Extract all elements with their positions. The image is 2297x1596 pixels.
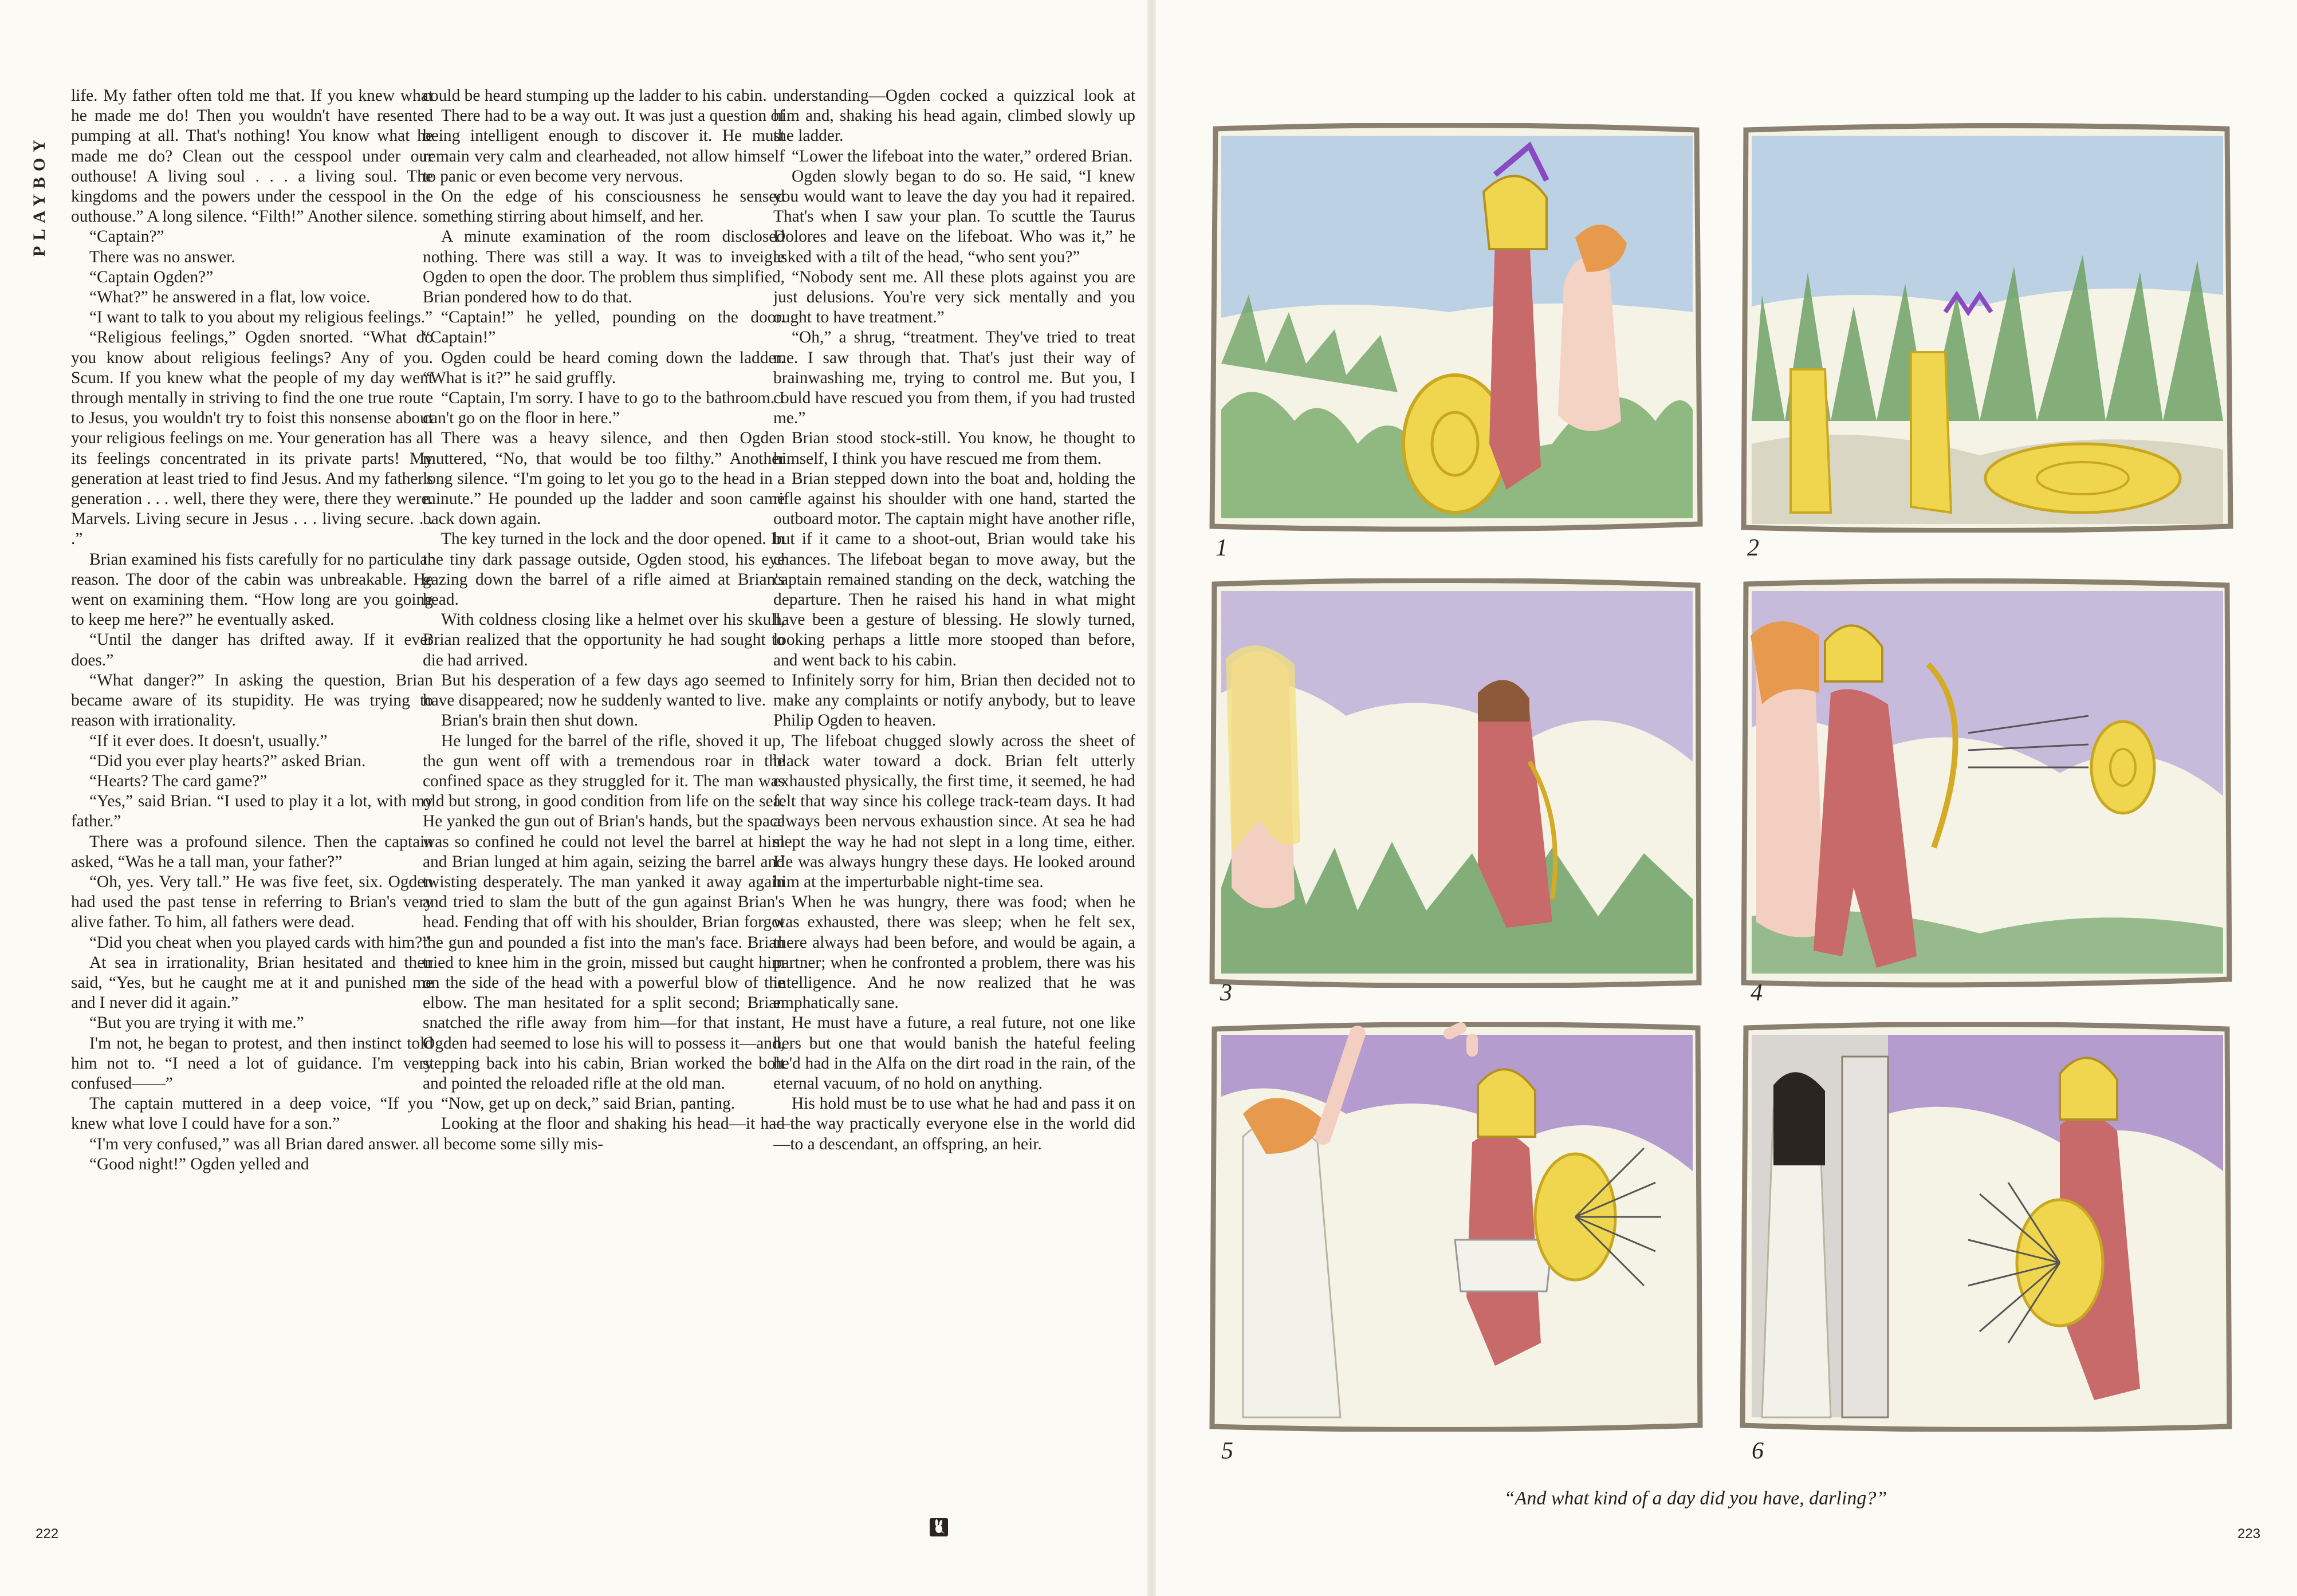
page-number-right: 223 xyxy=(2237,1526,2261,1542)
paragraph: There had to be a way out. It was just a question of being intelligent enough to discover it. He must remain very calm and clearheaded, not allow himself to panic or even become very nervous. xyxy=(423,107,785,186)
paragraph: “What?” he answered in a flat, low voice. xyxy=(89,288,371,307)
paragraph: “Captain?” xyxy=(89,227,164,246)
paragraph: At sea in irrationality, Brian hesitated and then said, “Yes, but he caught me at it and punished me and I never did it again.” xyxy=(71,953,433,1012)
paragraph: When he was hungry, there was food; when he was exhausted, there was sleep; when he felt sex, there always had been before, and would be again, a partner; when he confronted a problem, there was his intelligence. And he now realized that he was emphatically sane. xyxy=(773,893,1135,1012)
paragraph: “Captain!” he yelled, pounding on the door. “Captain!” xyxy=(423,308,785,347)
paragraph: Infinitely sorry for him, Brian then decided not to make any complaints or notify anybody, but to leave Philip Ogden to heaven. xyxy=(773,671,1135,730)
paragraph: There was a profound silence. Then the captain asked, “Was he a tall man, your father?” xyxy=(71,832,433,871)
paragraph: “Now, get up on deck,” said Brian, panting. xyxy=(441,1094,735,1113)
paragraph: He lunged for the barrel of the rifle, shoved it up, the gun went off with a tremendous roar in the confined space as they struggled for it. The man was old but strong, in good condition from life on the sea. He yanked the gun out of Brian's hands, but the space was so confined he could not level the barrel at him and Brian lunged at him again, seizing the barrel and twisting desperately. The man yanked it away again and tried to slam the butt of the gun against Brian's head. Fending that off with his shoulder, Brian forgot the gun and pounded a fist into the man's face. Brian tried to knee him in the groin, missed but caught him on the side of the head with a powerful blow of the elbow. The man hesitated for a split second; Brian snatched the rifle away from him—for that instant, Ogden had seemed to lose his will to possess it—and, stepping back into his cabin, Brian worked the bolt and pointed the reloaded rifle at the old man. xyxy=(423,731,785,1093)
paragraph: life. My father often told me that. If you knew what he made me do! Then you wouldn't have resented pumping at all. That's nothing! You know what he made me do? Clean out the cesspool under our outhouse! A living soul . . . a living soul. The kingdoms and the powers under the cesspool in the outhouse.” A long silence. “Filth!” Another silence. xyxy=(71,86,433,226)
paragraph: Brian stood stock-still. You know, he thought to himself, I think you have rescued me from them. xyxy=(773,429,1135,468)
paragraph: I'm not, he began to protest, and then instinct told him not to. “I need a lot of guidance. I'm very confused——” xyxy=(71,1034,433,1093)
cartoon-panel-5 xyxy=(1209,1022,1704,1464)
paragraph: “What danger?” In asking the question, Brian became aware of its stupidity. He was trying to reason with irrationality. xyxy=(71,671,433,730)
paragraph: “Did you cheat when you played cards with him?” xyxy=(89,933,430,952)
paragraph: “Hearts? The card game?” xyxy=(89,771,268,790)
bunny-logo-icon xyxy=(929,1518,949,1537)
page-number-left: 222 xyxy=(36,1526,59,1542)
paragraph: “Oh,” a shrug, “treatment. They've tried to treat me. I saw through that. That's just their way of brainwashing me, trying to control me. But you, I could have rescued you from them, if you had trusted me.” xyxy=(773,328,1135,428)
panel-number-1: 1 xyxy=(1216,535,1228,561)
paragraph: His hold must be to use what he had and pass it on—the way practically everyone else in the world did—to a descendant, an offspring, an heir. xyxy=(773,1094,1135,1153)
paragraph: “I'm very confused,” was all Brian dared answer. xyxy=(89,1134,419,1153)
cartoon-panel-4 xyxy=(1739,578,2235,1006)
cartoon-panel-3 xyxy=(1209,578,1704,1006)
paragraph: “Religious feelings,” Ogden snorted. “What do you know about religious feelings? Any of you. Scum. If you knew what the people of my day went through mentally in striving to find the one true route to Jesus, you wouldn't try to foist this nonsense about your religious feelings on me. Your generation has all its feelings concentrated in its private parts! My generation at least tried to find Jesus. And my father's generation . . . well, there they were, there they were. Marvels. Living secure in Jesus . . . living secure. . . .” xyxy=(71,328,433,549)
text-column-2 xyxy=(423,86,785,1535)
paragraph: The lifeboat chugged slowly across the sheet of black water toward a dock. Brian felt utterly exhausted physically, the first time, it seemed, he had felt that way since his college track-team days. It had always been nervous exhaustion since. At sea he had slept the way he had not slept in a long time, either. He was always hungry these days. He looked around him at the imperturbable night-time sea. xyxy=(773,731,1135,891)
paragraph: Brian examined his fists carefully for no particular reason. The door of the cabin was unbreakable. He went on examining them. “How long are you going to keep me here?” he eventually asked. xyxy=(71,550,433,629)
paragraph: “But you are trying it with me.” xyxy=(89,1014,304,1033)
cartoon-panel-2 xyxy=(1739,123,2235,561)
panel-number-5: 5 xyxy=(1221,1438,1233,1464)
panel-number-3: 3 xyxy=(1220,980,1232,1006)
panel-number-6: 6 xyxy=(1752,1438,1764,1464)
paragraph: understanding—Ogden cocked a quizzical look at him and, shaking his head again, climbed slowly up the ladder. xyxy=(773,86,1135,145)
paragraph: Looking at the floor and shaking his head—it had all become some silly mis- xyxy=(423,1114,785,1153)
paragraph: “Yes,” said Brian. “I used to play it a lot, with my father.” xyxy=(71,792,433,831)
cartoon-panel-1 xyxy=(1209,123,1704,561)
paragraph: Ogden could be heard coming down the ladder. “What is it?” he said gruffly. xyxy=(423,348,785,387)
paragraph: “Good night!” Ogden yelled and xyxy=(89,1154,309,1173)
panel-number-4: 4 xyxy=(1751,980,1763,1006)
paragraph: Brian's brain then shut down. xyxy=(441,711,639,730)
paragraph: “Captain Ogden?” xyxy=(89,267,214,286)
spread-gutter xyxy=(1147,0,1156,1596)
paragraph: “I want to talk to you about my religious feelings.” xyxy=(89,308,433,327)
paragraph: “If it ever does. It doesn't, usually.” xyxy=(89,731,328,750)
magazine-name: PLAYBOY xyxy=(30,134,49,257)
text-column-1 xyxy=(71,86,433,1535)
paragraph: “Captain, I'm sorry. I have to go to the bathroom. I can't go on the floor in here.” xyxy=(423,389,785,428)
paragraph: Brian stepped down into the boat and, holding the rifle against his shoulder with one hand, started the outboard motor. The captain might have another rifle, but if it came to a shoot-out, Brian would take his chances. The lifeboat began to move away, but the captain remained standing on the deck, watching the departure. Then he raised his hand in what might have been a gesture of blessing. He slowly turned, looking perhaps a little more stooped than before, and went back to his cabin. xyxy=(773,469,1135,669)
paragraph: There was no answer. xyxy=(89,247,235,266)
cartoon-panel-6 xyxy=(1739,1022,2235,1464)
paragraph: “Nobody sent me. All these plots against you are just delusions. You're very sick mentally and you ought to have treatment.” xyxy=(773,267,1135,327)
paragraph: But his desperation of a few days ago seemed to have disappeared; now he suddenly wanted to live. xyxy=(423,671,785,710)
paragraph: could be heard stumping up the ladder to his cabin. xyxy=(423,86,767,105)
paragraph: “Lower the lifeboat into the water,” ordered Brian. xyxy=(792,147,1133,165)
paragraph: “Oh, yes. Very tall.” He was five feet, six. Ogden had used the past tense in referring to Brian's very alive father. To him, all fathers were dead. xyxy=(71,872,433,932)
paragraph: “Until the danger has drifted away. If it ever does.” xyxy=(71,630,433,669)
panel-number-2: 2 xyxy=(1747,535,1759,561)
paragraph: “Did you ever play hearts?” asked Brian. xyxy=(89,751,366,770)
paragraph: There was a heavy silence, and then Ogden muttered, “No, that would be too filthy.” Another long silence. “I'm going to let you go to the head in a minute.” He pounded up the ladder and soon came back down again. xyxy=(423,429,785,529)
paragraph: The captain muttered in a deep voice, “If you knew what love I could have for a son.” xyxy=(71,1094,433,1133)
paragraph: With coldness closing like a helmet over his skull, Brian realized that the opportunity he had sought to die had arrived. xyxy=(423,610,785,669)
paragraph: He must have a future, a real future, not one like hers but one that would banish the hateful feeling he'd had in the Alfa on the dirt road in the rain, of the eternal vacuum, of no hold on anything. xyxy=(773,1014,1135,1093)
text-column-3 xyxy=(773,86,1135,1535)
paragraph: On the edge of his consciousness he sensed something stirring about himself, and her. xyxy=(423,187,785,226)
paragraph: Ogden slowly began to do so. He said, “I knew you would want to leave the day you had it repaired. That's when I saw your plan. To scuttle the Taurus Dolores and leave on the lifeboat. Who was it,” he asked with a tilt of the head, “who sent you?” xyxy=(773,167,1135,266)
paragraph: A minute examination of the room disclosed nothing. There was still a way. It was to inveigle Ogden to open the door. The problem thus simplified, Brian pondered how to do that. xyxy=(423,227,785,307)
paragraph: The key turned in the lock and the door opened. In the tiny dark passage outside, Ogden stood, his eye gazing down the barrel of a rifle aimed at Brian's head. xyxy=(423,530,785,609)
cartoon-caption: “And what kind of a day did you have, darling?” xyxy=(1504,1488,1887,1509)
magazine-logo-vertical xyxy=(25,85,54,257)
